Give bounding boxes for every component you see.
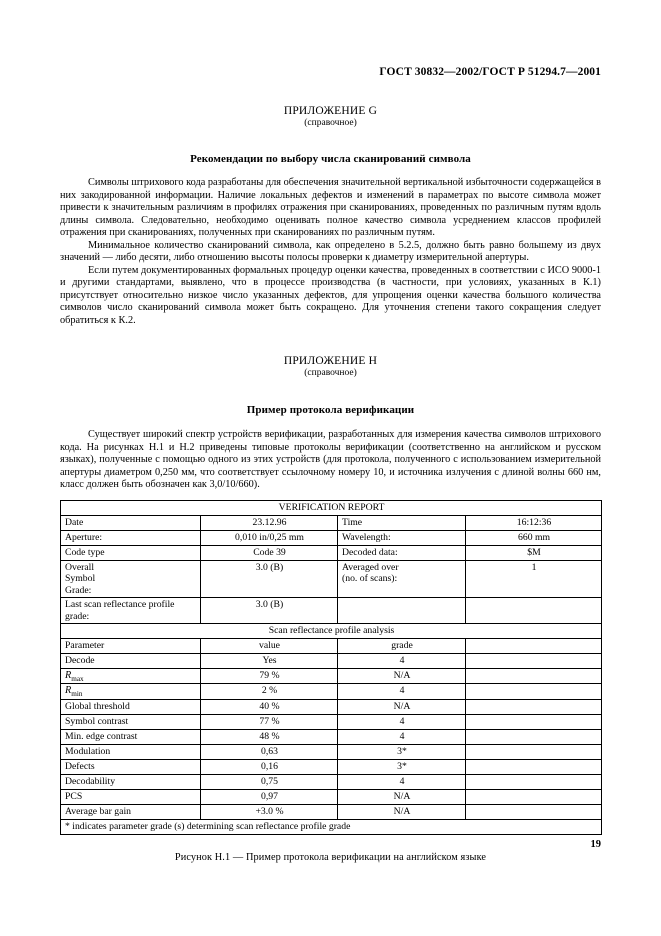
rmax-symbol: $R_{max}$: [65, 670, 84, 683]
cell-value: 2 %: [201, 684, 338, 699]
cell-extra: [466, 714, 602, 729]
cell-value: 0,010 in/0,25 mm: [201, 531, 338, 546]
overall-word-a: Overall: [65, 562, 95, 573]
overall-word-b: Symbol: [65, 573, 96, 585]
cell-value: 0,16: [201, 759, 338, 774]
cell-extra: [466, 684, 602, 699]
cell-value: Code 39: [201, 546, 338, 561]
annex-g-subtitle: (справочное): [304, 118, 357, 128]
cell-value: 3.0 (B): [201, 598, 338, 624]
cell-label-averaged: [338, 561, 466, 598]
cell-grade: 4: [338, 729, 466, 744]
averaged-line-b: (no. of scans):: [342, 573, 398, 585]
cell-value: 79 %: [201, 669, 338, 684]
cell-grade: 4: [338, 684, 466, 699]
table-row: [61, 714, 602, 729]
cell-value: 23.12.96: [201, 516, 338, 531]
table-footnote: * indicates parameter grade (s) determining scan reflectance profile grade: [61, 819, 602, 834]
cell-grade: 4: [338, 654, 466, 669]
column-header-value: value: [201, 639, 338, 654]
table-row: [61, 699, 602, 714]
running-head: ГОСТ 30832—2002/ГОСТ Р 51294.7—2001: [379, 66, 601, 78]
report-title: VERIFICATION REPORT: [61, 501, 602, 516]
cell-grade: N/A: [338, 699, 466, 714]
table-row-footnote: [61, 819, 602, 834]
cell-parameter: Defects: [61, 759, 201, 774]
table-row: [61, 759, 602, 774]
cell-extra: [466, 654, 602, 669]
verification-report-table: [60, 500, 602, 835]
cell-label: Aperture:: [61, 531, 201, 546]
table-row-overall-grade: [61, 561, 602, 598]
page-number: 19: [590, 839, 601, 850]
cell-value: 77 %: [201, 714, 338, 729]
cell-extra: [466, 804, 602, 819]
cell-grade: 4: [338, 714, 466, 729]
table-row: [61, 729, 602, 744]
cell-grade: N/A: [338, 669, 466, 684]
cell-value: Yes: [201, 654, 338, 669]
averaged-line-a: Averaged over: [342, 562, 399, 573]
cell-extra: [466, 699, 602, 714]
cell-label-overall: [61, 561, 201, 598]
paragraph: Символы штрихового кода разработаны для обеспечения значительной вертикальной избыточности содержащейся в них закодированной информации. Наличие локальных дефектов и изменений в параметрах по высоте символа может привести к значительным различиям в профилях отражения при сканированиях, проведенных по различным путям вдоль длины символа. Следовательно, необходимо оценивать полное качество символа усреднением классов профилей отражения при сканированиях, полученных при сканированиях по различным путям.: [60, 177, 601, 239]
cell-value: 48 %: [201, 729, 338, 744]
table-row: [61, 684, 602, 699]
figure-caption: Рисунок H.1 — Пример протокола верификации на английском языке: [174, 851, 487, 863]
cell-grade: 3*: [338, 759, 466, 774]
cell-label: Code type: [61, 546, 201, 561]
cell-label: Time: [338, 516, 466, 531]
cell-empty: [338, 598, 466, 624]
table-row-title: [61, 501, 602, 516]
annex-g-heading: Рекомендации по выбору числа сканирований символа: [190, 153, 471, 165]
cell-value: 16:12:36: [466, 516, 602, 531]
cell-parameter-rmax: [61, 669, 201, 684]
table-row: [61, 546, 602, 561]
table-row: [61, 654, 602, 669]
cell-parameter: Min. edge contrast: [61, 729, 201, 744]
table-row: [61, 774, 602, 789]
table-row: [61, 789, 602, 804]
cell-value: 1: [466, 561, 602, 598]
cell-extra: [466, 729, 602, 744]
annex-g-block: [60, 105, 601, 328]
cell-parameter: Average bar gain: [61, 804, 201, 819]
cell-label: Date: [61, 516, 201, 531]
table-row: [61, 804, 602, 819]
cell-label: Decoded data:: [338, 546, 466, 561]
table-row: [61, 744, 602, 759]
cell-parameter: Global threshold: [61, 699, 201, 714]
cell-grade: 4: [338, 774, 466, 789]
cell-parameter-rmin: [61, 684, 201, 699]
verification-report-table-wrap: [60, 500, 601, 863]
cell-label: Wavelength:: [338, 531, 466, 546]
cell-label: Last scan reflectance profile grade:: [61, 598, 201, 624]
paragraph: Минимальное количество сканирований символа, как определено в 5.2.5, должно быть равно большему из двух значений — либо десяти, либо отношению высоты полосы проверки к диаметру измерительной апертуры.: [60, 239, 601, 264]
column-header-grade: grade: [338, 639, 466, 654]
cell-value: 40 %: [201, 699, 338, 714]
annex-h-block: [60, 355, 601, 492]
annex-h-paragraphs: [60, 429, 601, 492]
annex-h-heading: Пример протокола верификации: [246, 404, 415, 416]
cell-parameter: Decodability: [61, 774, 201, 789]
cell-extra: [466, 759, 602, 774]
cell-grade: N/A: [338, 789, 466, 804]
table-row: [61, 531, 602, 546]
annex-g-paragraphs: [60, 177, 601, 328]
analysis-section-title: Scan reflectance profile analysis: [61, 624, 602, 639]
cell-grade: 3*: [338, 744, 466, 759]
cell-value: 660 mm: [466, 531, 602, 546]
cell-value: 3.0 (B): [201, 561, 338, 598]
cell-parameter: Symbol contrast: [61, 714, 201, 729]
cell-parameter: PCS: [61, 789, 201, 804]
rmin-symbol: $R_{min}$: [65, 685, 83, 698]
cell-empty: [466, 598, 602, 624]
column-header-extra: [466, 639, 602, 654]
overall-word-c: Grade:: [65, 584, 92, 596]
column-header-parameter: Parameter: [61, 639, 201, 654]
cell-value: $M: [466, 546, 602, 561]
table-row-last-scan: [61, 598, 602, 624]
cell-extra: [466, 774, 602, 789]
table-row: [61, 516, 602, 531]
cell-value: 0,63: [201, 744, 338, 759]
cell-parameter: Decode: [61, 654, 201, 669]
cell-value: +3.0 %: [201, 804, 338, 819]
cell-value: 0,75: [201, 774, 338, 789]
cell-extra: [466, 669, 602, 684]
table-row: [61, 669, 602, 684]
cell-value: 0,97: [201, 789, 338, 804]
cell-extra: [466, 744, 602, 759]
paragraph: Существует широкий спектр устройств верификации, разработанных для измерения качества символов штрихового кода. На рисунках H.1 и H.2 приведены типовые протоколы верификации (соответственно на английском и русском языках), полученные с помощью одного из этих устройств (для протокола, полученного с использованием измерительной апертуры диаметром 0,250 мм, что соответствует ссылочному номеру 10, и источника излучения с длиной волны 660 нм, класс должен быть обозначен как 3,0/10/660).: [60, 429, 601, 491]
annex-h-subtitle: (справочное): [304, 368, 357, 378]
cell-grade: N/A: [338, 804, 466, 819]
table-row-column-headers: [61, 639, 602, 654]
annex-g-title: ПРИЛОЖЕНИЕ G: [283, 105, 378, 117]
annex-h-title: ПРИЛОЖЕНИЕ H: [283, 355, 378, 367]
cell-extra: [466, 789, 602, 804]
paragraph: Если путем документированных формальных процедур оценки качества, проведенных в соответствии с ИСО 9000-1 и другими стандартами, выявлено, что в процессе производства (в частности, при условиях, указанных в К.1) присутствует относительно низкое число указанных дефектов, для упрощения оценки качества большого количества символов число сканирований символа может быть сокращено. Для уточнения степени такого сокращения следует обратиться к К.2.: [60, 264, 601, 327]
cell-parameter: Modulation: [61, 744, 201, 759]
table-row-analysis-title: [61, 624, 602, 639]
